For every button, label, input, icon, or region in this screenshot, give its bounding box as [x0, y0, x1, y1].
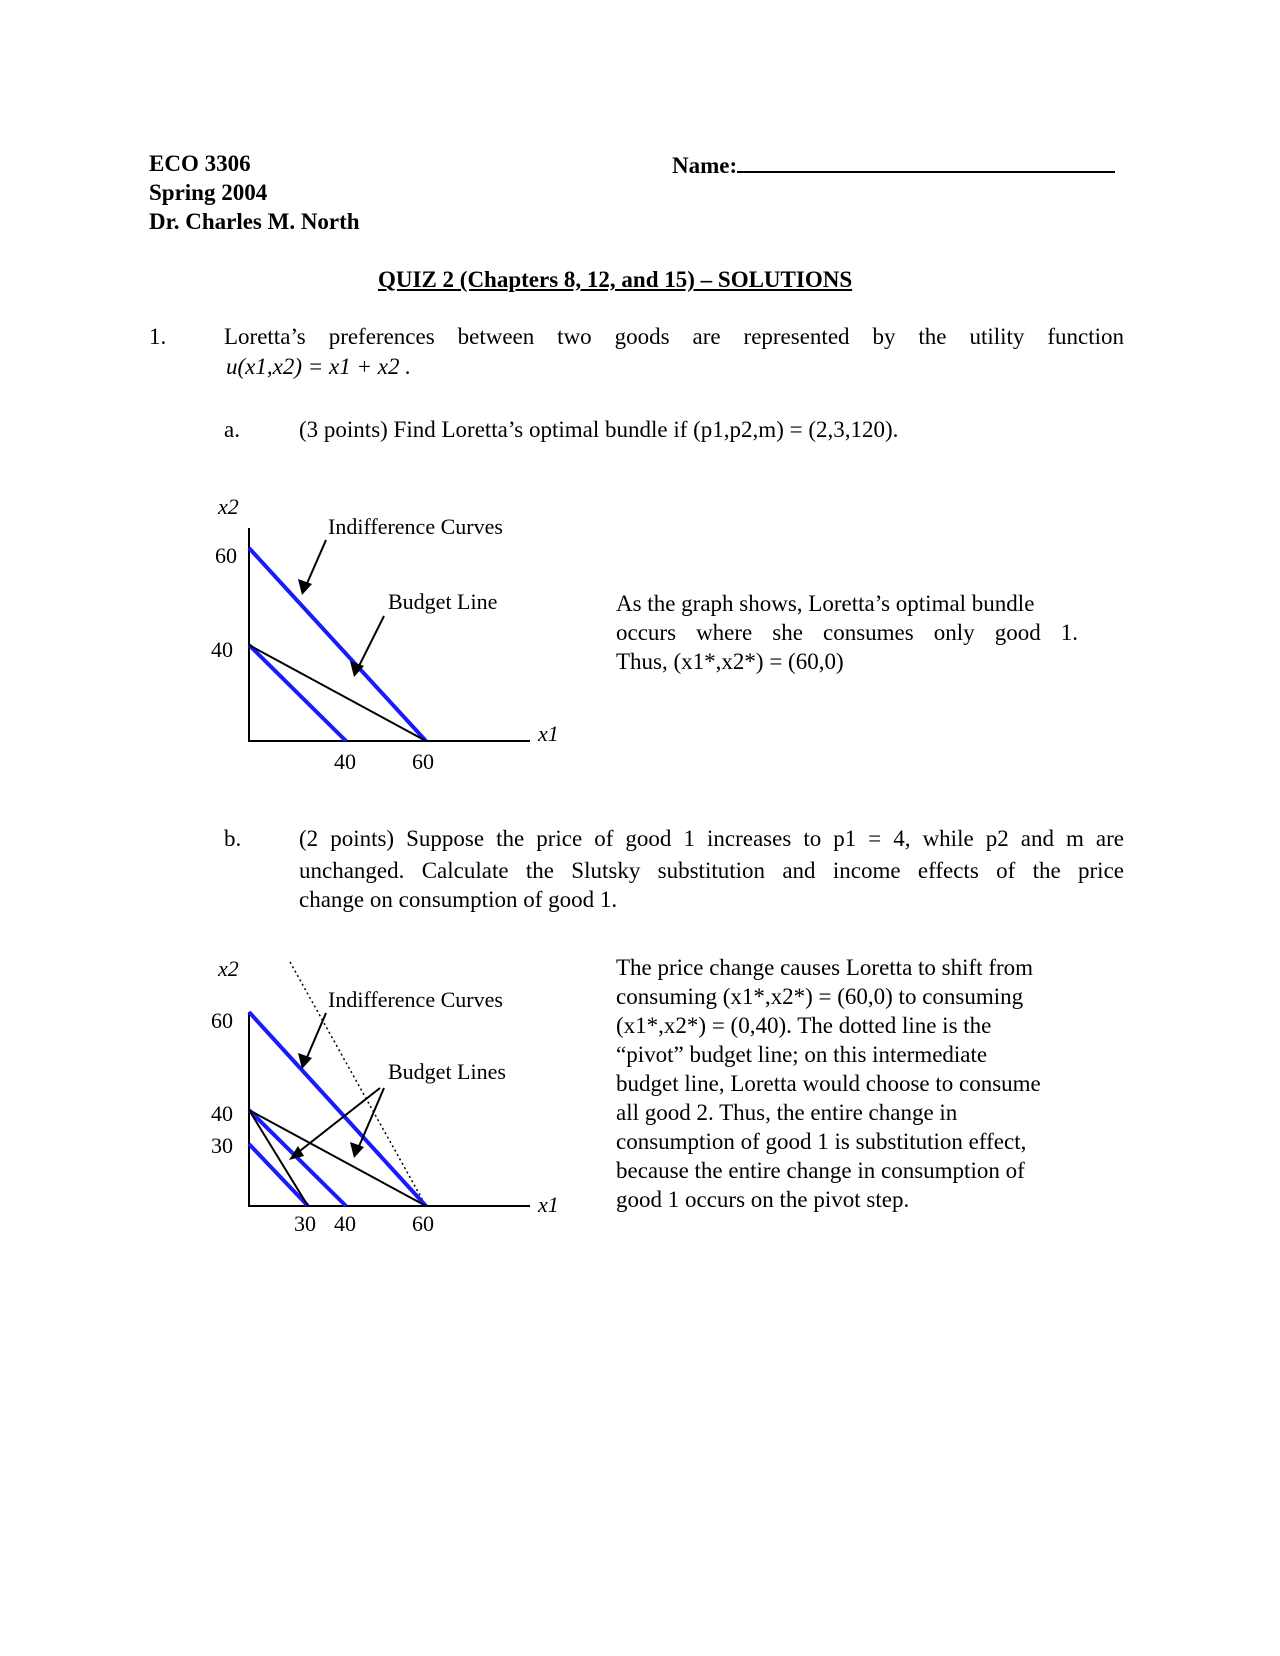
part-b-question-line-3: change on consumption of good 1. — [299, 887, 618, 912]
graph-b-budget-label: Budget Lines — [388, 1059, 506, 1084]
question-number: 1. — [149, 324, 167, 349]
question-intro: Loretta’s preferences between two goods are represented by the utility function — [224, 324, 1124, 349]
graph-a-budget-line — [249, 645, 426, 741]
graph-b-budget-arrowhead-right — [350, 1142, 364, 1158]
graph-b-y-axis-label: x2 — [218, 956, 239, 981]
graph-b-indifference-curve-high — [249, 1012, 426, 1206]
graph-a-x-tick-40: 40 — [334, 749, 356, 774]
graph-a-budget-arrow — [357, 616, 384, 670]
graph-a-ic-arrowhead — [298, 579, 312, 595]
part-a-answer-line-1: As the graph shows, Loretta’s optimal bundle — [616, 591, 1035, 616]
graph-a-y-tick-40: 40 — [211, 637, 233, 662]
graph-a-indifference-curve-high — [249, 548, 426, 741]
graph-b-x-axis-label: x1 — [538, 1192, 559, 1217]
graph-a-x-axis-label: x1 — [538, 721, 559, 746]
part-a-question: (3 points) Find Loretta’s optimal bundle if (p1,p2,m) = (2,3,120). — [299, 417, 899, 442]
graph-b-x-tick-60: 60 — [412, 1211, 434, 1236]
graph-b-y-tick-60: 60 — [211, 1008, 233, 1033]
graph-a-x-tick-60: 60 — [412, 749, 434, 774]
part-b-answer-line: good 1 occurs on the pivot step. — [616, 1187, 910, 1212]
graph-b-ic-arrow — [305, 1013, 326, 1062]
graph-b-ic-label: Indifference Curves — [328, 987, 503, 1012]
graph-b-y-tick-40: 40 — [211, 1101, 233, 1126]
page-title: QUIZ 2 (Chapters 8, 12, and 15) – SOLUTIONS — [378, 267, 853, 292]
part-a-answer-line-2: occurs where she consumes only good 1. — [616, 620, 1078, 645]
graph-b-original-budget-line — [249, 1110, 426, 1206]
part-b-answer-line: all good 2. Thus, the entire change in — [616, 1100, 958, 1125]
graph-a-ic-arrow — [305, 540, 326, 588]
course-code: ECO 3306 — [149, 151, 251, 176]
graph-a-y-axis-label: x2 — [218, 494, 239, 519]
part-b-question-line-1: (2 points) Suppose the price of good 1 increases to p1 = 4, while p2 and m are — [299, 826, 1124, 851]
part-a-label: a. — [224, 417, 240, 442]
part-b-answer-line: (x1*,x2*) = (0,40). The dotted line is the — [616, 1013, 992, 1038]
graph-b — [200, 950, 580, 1250]
graph-a-y-tick-60: 60 — [215, 543, 237, 568]
part-b-answer-line: “pivot” budget line; on this intermediate — [616, 1042, 988, 1067]
graph-b-y-tick-30: 30 — [211, 1133, 233, 1158]
part-b-answer-line: budget line, Loretta would choose to consume — [616, 1071, 1041, 1096]
graph-a — [200, 488, 580, 778]
instructor: Dr. Charles M. North — [149, 209, 360, 234]
part-b-answer-line: consumption of good 1 is substitution effect, — [616, 1129, 1027, 1154]
name-field — [672, 149, 1115, 180]
part-b-answer-line: because the entire change in consumption of — [616, 1158, 1025, 1183]
name-blank-line — [737, 149, 1115, 173]
part-b-answer-line: The price change causes Loretta to shift from — [616, 955, 1034, 980]
term: Spring 2004 — [149, 180, 268, 205]
graph-a-indifference-curve-low — [249, 645, 346, 741]
graph-a-ic-label: Indifference Curves — [328, 514, 503, 539]
graph-b-x-tick-40: 40 — [334, 1211, 356, 1236]
part-b-question-line-2: unchanged. Calculate the Slutsky substitution and income effects of the price — [299, 858, 1124, 883]
part-b-answer-line: consuming (x1*,x2*) = (60,0) to consuming — [616, 984, 1024, 1009]
graph-a-budget-label: Budget Line — [388, 589, 498, 614]
utility-function: u(x1,x2) = x1 + x2 . — [226, 354, 411, 379]
graph-b-x-tick-30: 30 — [294, 1211, 316, 1236]
name-label: Name: — [672, 153, 738, 178]
part-b-answer — [616, 953, 1096, 1214]
part-a-answer-line-3: Thus, (x1*,x2*) = (60,0) — [616, 649, 844, 674]
graph-b-budget-arrow-right — [357, 1088, 384, 1151]
part-b-label: b. — [224, 826, 242, 851]
